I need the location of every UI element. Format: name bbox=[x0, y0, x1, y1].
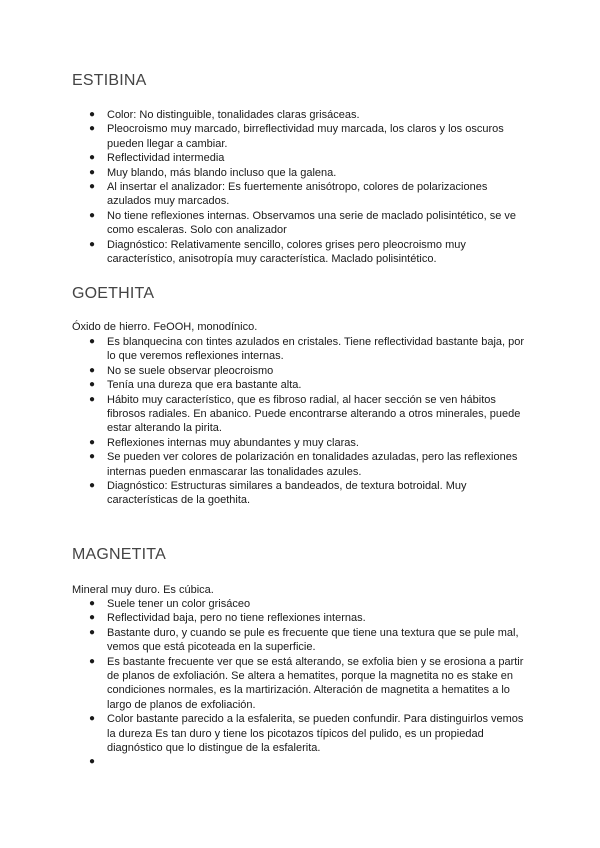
bullet-icon: ● bbox=[89, 109, 96, 120]
list-item: ● Se pueden ver colores de polarización en tonalidades azuladas, pero las reflexiones internas pueden enmascarar las tonalidades azules. bbox=[89, 451, 518, 478]
bullet-icon: ● bbox=[89, 364, 96, 376]
bullet-icon: ● bbox=[89, 209, 96, 221]
section-title-goethita: GOETHITA bbox=[72, 285, 155, 302]
magnetita-intro: Mineral muy duro. Es cúbica. bbox=[72, 584, 214, 596]
list-item: ● Es blanquecina con tintes azulados en cristales. Tiene reflectividad bastante baja, por lo que veremos reflexiones internas. bbox=[89, 336, 525, 363]
bullet-icon: ● bbox=[89, 181, 96, 193]
bullet-icon: ● bbox=[89, 713, 96, 725]
bullet-icon: ● bbox=[89, 451, 96, 463]
list-item: ● Tenía una dureza que era bastante alta. bbox=[89, 379, 302, 392]
list-item: ● Reflexiones internas muy abundantes y muy claras. bbox=[89, 436, 359, 449]
bullet-icon: ● bbox=[89, 756, 96, 768]
estibina-bullet-list bbox=[72, 108, 532, 266]
list-item: ● Es bastante frecuente ver que se está alterando, se exfolia bien y se erosiona a partir de planos de exfoliación. Se altera a hematites, porque la magnetita no es stake en condiciones normales, es la martirización. Alteración de magnetita a hematites a lo largo de planos de exfoliación. bbox=[89, 655, 524, 711]
list-item: ● Hábito muy característico, que es fibroso radial, al hacer sección se ven hábitos fibrosos radiales. En abanico. Puede encontrarse alterando a otros minerales, puede estar alterando la pirita. bbox=[89, 393, 521, 435]
bullet-icon: ● bbox=[89, 393, 96, 405]
list-item: ● Diagnóstico: Relativamente sencillo, colores grises pero pleocroismo muy característico, anisotropía muy característica. Maclado polisintético. bbox=[89, 238, 466, 266]
list-item: ● No tiene reflexiones internas. Observamos una serie de maclado polisintético, se ve como escaleras. Solo con analizador bbox=[89, 209, 517, 237]
bullet-icon: ● bbox=[89, 626, 96, 638]
bullet-icon: ● bbox=[89, 336, 96, 347]
list-item: ● Color: No distinguible, tonalidades claras grisáceas. bbox=[89, 109, 360, 121]
list-item: ● Diagnóstico: Estructuras similares a bandeados, de textura botroidal. Muy características de la goethita. bbox=[89, 480, 467, 507]
goethita-intro: Óxido de hierro. FeOOH, monodínico. bbox=[72, 321, 258, 333]
bullet-icon: ● bbox=[89, 598, 96, 609]
list-item bbox=[72, 755, 532, 769]
section-title-estibina: ESTIBINA bbox=[72, 72, 147, 89]
bullet-icon: ● bbox=[89, 379, 96, 391]
bullet-icon: ● bbox=[89, 612, 96, 624]
magnetita-bullet-list bbox=[72, 597, 532, 770]
list-item: ● Reflectividad baja, pero no tiene reflexiones internas. bbox=[89, 612, 366, 625]
list-item: ● Color bastante parecido a la esfalerita, se pueden confundir. Para distinguirlos vemos la dureza Es tan duro y tiene los picotazos típicos del pulido, es un propiedad diagnóstico que lo distingue de la esfalerita. bbox=[89, 713, 524, 755]
list-item: ● Suele tener un color grisáceo bbox=[89, 598, 251, 610]
list-item: ● Al insertar el analizador: Es fuertemente anisótropo, colores de polarizaciones azulados muy marcados. bbox=[89, 181, 488, 208]
list-item: ● Muy blando, más blando incluso que la galena. bbox=[89, 166, 337, 179]
list-item: ● Bastante duro, y cuando se pule es frecuente que tiene una textura que se pule mal, vemos que está picoteada en la superficie. bbox=[89, 626, 519, 654]
bullet-icon: ● bbox=[89, 123, 96, 135]
section-title-magnetita: MAGNETITA bbox=[72, 546, 166, 563]
bullet-icon: ● bbox=[89, 166, 96, 178]
bullet-icon: ● bbox=[89, 480, 96, 492]
bullet-icon: ● bbox=[89, 152, 96, 164]
list-item: ● No se suele observar pleocroismo bbox=[89, 364, 274, 377]
list-item: ● Pleocroismo muy marcado, birreflectividad muy marcada, los claros y los oscuros pueden llegar a cambiar. bbox=[89, 123, 504, 150]
goethita-bullet-list bbox=[72, 335, 532, 508]
list-item: ● Reflectividad intermedia bbox=[89, 152, 225, 165]
bullet-icon: ● bbox=[89, 238, 96, 250]
bullet-icon: ● bbox=[89, 436, 96, 448]
bullet-icon: ● bbox=[89, 655, 96, 667]
